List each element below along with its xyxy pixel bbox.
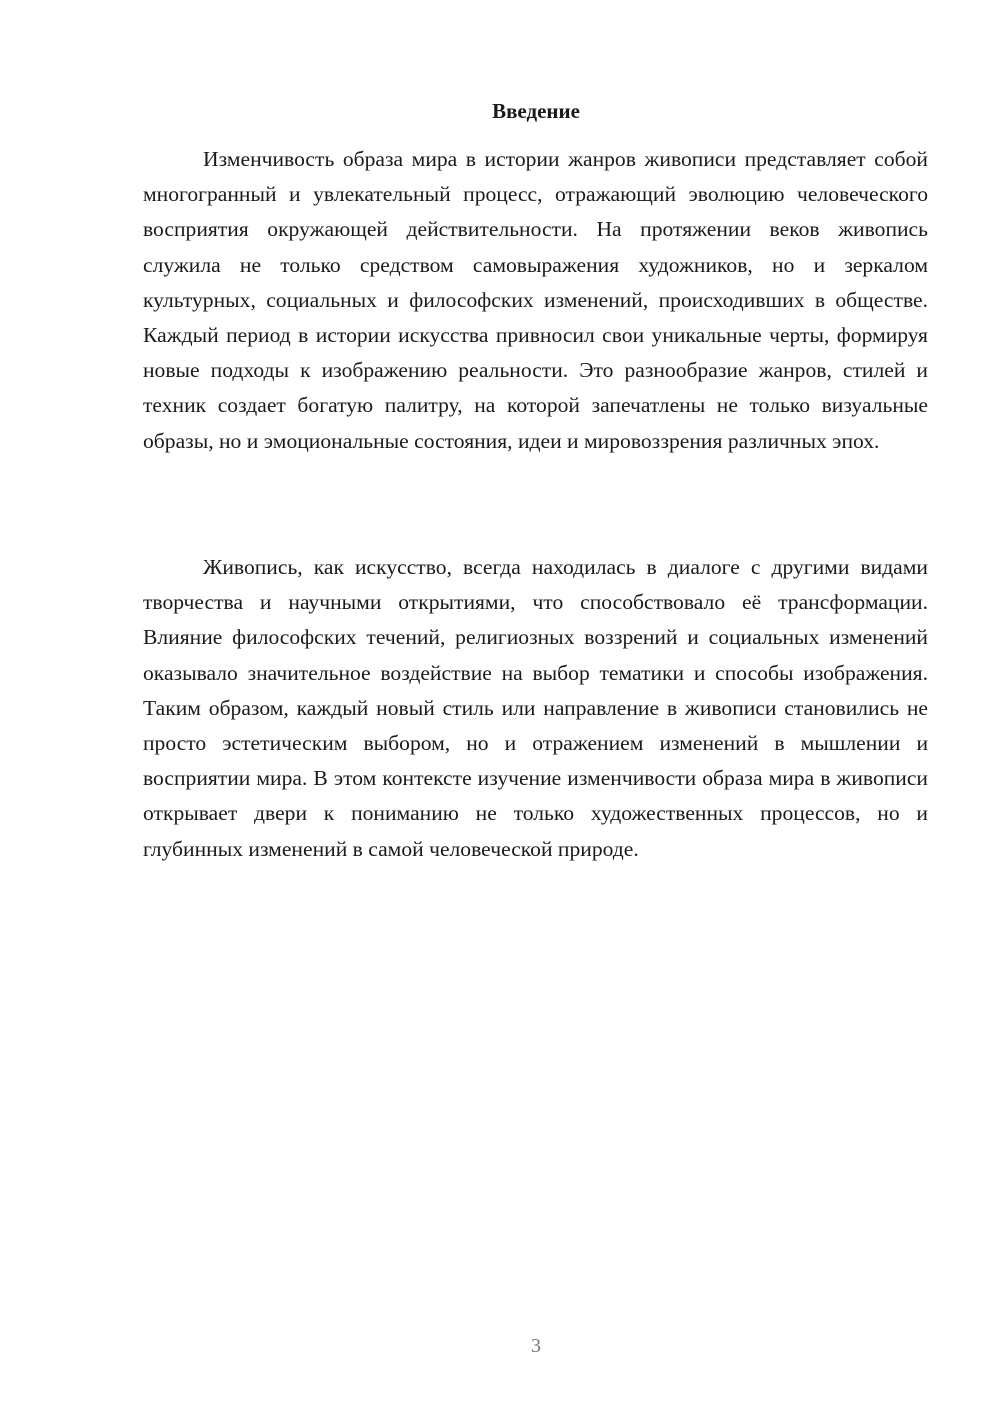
paragraph-second: Живопись, как искусство, всегда находилась в диалоге с другими видами творчества и научными открытиями, что способствовало её трансформации. Влияние философских течений, религиозных воззрений и социальных изменений оказывало значительное воздействие на выбор тематики и способы изображения. Таким образом, каждый новый стиль или направление в живописи становились не просто эстетическим выбором, но и отражением изменений в мышлении и восприятии мира. В этом контексте изучение изменчивости образа мира в живописи открывает двери к пониманию не только художественных процессов, но и глубинных изменений в самой человеческой природе.	[143, 555, 928, 861]
paragraph-intro: Изменчивость образа мира в истории жанров живописи представляет собой многогранный и увлекательный процесс, отражающий эволюцию человеческого восприятия окружающей действительности. На протяжении веков живопись служила не только средством самовыражения художников, но и зеркалом культурных, социальных и философских изменений, происходивших в обществе. Каждый период в истории искусства привносил свои уникальные черты, формируя новые подходы к изображению реальности. Это разнообразие жанров, стилей и техник создает богатую палитру, на которой запечатлены не только визуальные образы, но и эмоциональные состояния, идеи и мировоззрения различных эпох.	[143, 147, 928, 453]
section-heading: Введение	[492, 99, 580, 123]
page-number: 3	[531, 1335, 541, 1357]
